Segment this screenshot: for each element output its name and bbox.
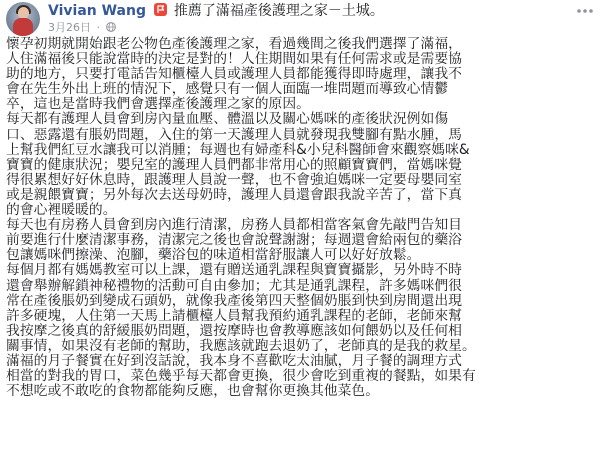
recommend-text: 推薦了滿福產後護理之家－土城。: [173, 3, 384, 19]
post-text-line: 關事情，如果沒有老師的幫助，我應該就跑去退奶了，老師真的是我的救星。: [6, 337, 476, 354]
meta-separator: ·: [96, 21, 100, 34]
post-text-line: 我按摩之後真的舒緩脹奶問題，還按摩時也會教導應該如何餵奶以及任何相: [6, 322, 462, 339]
post-date-link[interactable]: 3月26日: [48, 21, 91, 34]
post-text-line: 相當的對我的胃口，菜色幾乎每天都會更換，很少會吃到重複的餐點，如果有: [6, 368, 476, 385]
post-text-line: 常在產後脹奶到變成石頭奶，就像我產後第四天整個奶脹到快到房間還出現: [6, 292, 462, 309]
post-header-line: [48, 2, 384, 20]
avatar-body: [13, 18, 33, 36]
post-text-line: 不想吃或不敢吃的食物都能夠反應，也會幫你更換其他菜色。: [6, 383, 380, 400]
post-text-line: 許多硬塊，人住第一天馬上請櫃檯人員幫我預約通乳課程的老師，老師來幫: [6, 307, 462, 324]
post-text-line: 或是親餵寶寶；另外每次去送母奶時，護理人員還會跟我說辛苦了，當下真: [6, 186, 462, 203]
post-text-line: 助的地方，只要打電話告知櫃檯人員或護理人員都能獲得即時處理，讓我不: [6, 66, 462, 83]
post-text-line: 每個月都有媽媽教室可以上課，還有贈送通乳課程與寶寶攝影，另外時不時: [6, 262, 462, 279]
post-text-line: 還會舉辦解鎖神秘禮物的活動可自由參加；尤其是通乳課程，許多媽咪們很: [6, 277, 462, 294]
author-name-link[interactable]: Vivian Wang: [48, 3, 146, 19]
post-text-line: 人住滿福後只能說當時的決定是對的！人住期間如果有任何需求或是需要協: [6, 51, 462, 68]
author-avatar[interactable]: [6, 2, 40, 36]
post-text-line: 會在先生外出上班的情況下，感覺只有一個人面臨一堆問題而導致心情鬱: [6, 81, 449, 98]
post-text-line: 得很累想好好休息時，跟護理人員說一聲，也不會強迫媽咪一定要母嬰同室: [6, 171, 462, 188]
post-text-line: 的會心裡暖暖的。: [6, 202, 117, 219]
post-text-line: 寶寶的健康狀況；嬰兒室的護理人員們都非常用心的照顧寶寶們，當媽咪覺: [6, 156, 462, 173]
post-header: [6, 2, 602, 36]
more-options-icon[interactable]: [574, 4, 596, 18]
post-text-line: 卒，這也是當時我們會選擇產後護理之家的原因。: [6, 96, 310, 113]
post-text-line: 每天也有房務人員會到房內進行清潔，房務人員都相當客氣會先敲門告知目: [6, 217, 462, 234]
post-paragraph: [6, 112, 602, 218]
post-paragraph: [6, 263, 602, 354]
post-text-line: 前要進行什麼清潔事務，清潔完之後也會說聲謝謝；每週還會給兩包的藥浴: [6, 232, 462, 249]
post-paragraph: [6, 354, 602, 399]
post-text-line: 包讓媽咪們擦澡、泡腳，藥浴包的味道相當舒服讓人可以好好放鬆。: [6, 247, 421, 264]
post-paragraph: [6, 37, 602, 112]
post-text-line: 懷孕初期就開始跟老公物色產後護理之家，看過幾間之後我們選擇了滿福，: [6, 36, 462, 52]
post-text-line: 上幫我們紅豆水讓我可以消腫；每週也有婦產科&小兒科醫師會來觀察媽咪&: [6, 141, 470, 158]
post-text-line: 每天都有護理人員會到房內量血壓、體溫以及關心媽咪的產後狀況例如傷: [6, 111, 449, 128]
post-paragraph: [6, 218, 602, 263]
globe-icon[interactable]: [106, 22, 116, 32]
recommend-flag-icon: [154, 3, 167, 16]
post-body: [6, 37, 602, 399]
post-meta: [48, 21, 116, 35]
post-text-line: 滿福的月子餐實在好到沒話說，我本身不喜歡吃太油膩，月子餐的調理方式: [6, 352, 462, 369]
post-text-line: 口、惡露還有脹奶問題，入住的第一天護理人員就發現我雙腳有點水腫，馬: [6, 126, 462, 143]
